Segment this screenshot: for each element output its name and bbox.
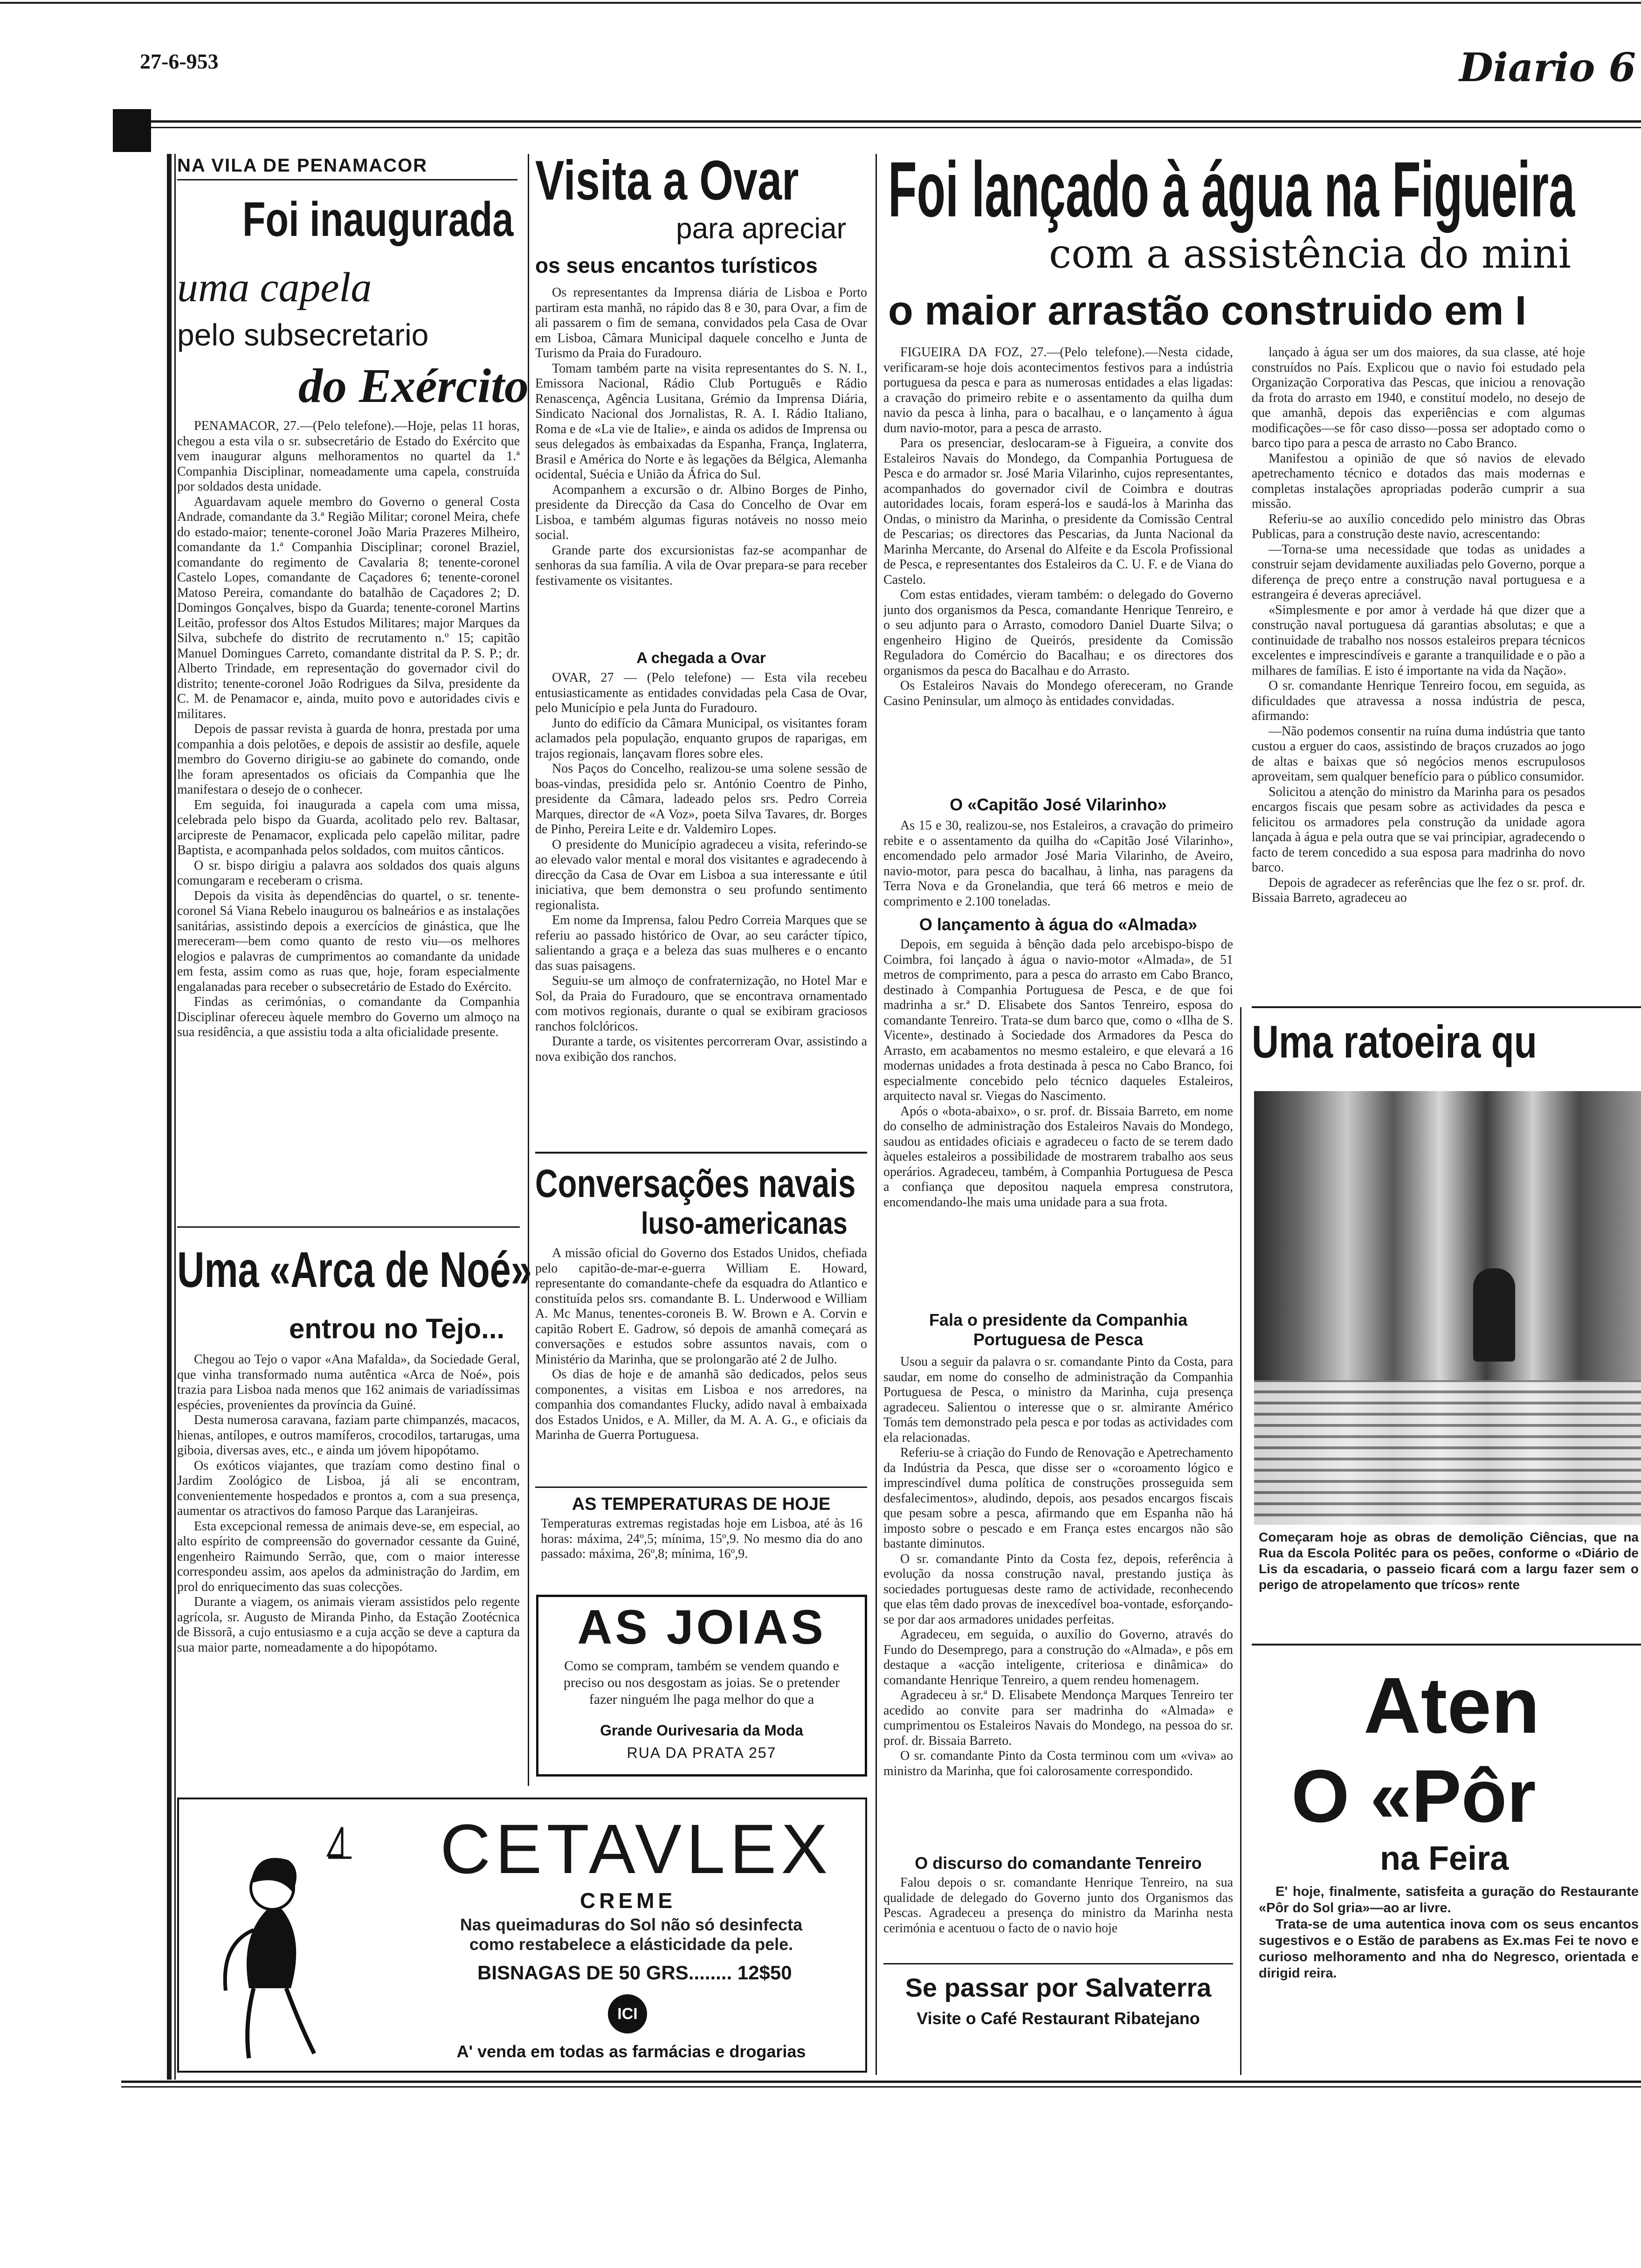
penamacor-kicker-rule — [177, 179, 517, 180]
joias-ad-shop: Grande Ourivesaria da Moda — [600, 1722, 803, 1739]
cetavlex-footer: A' venda em todas as farmácias e drogarias — [456, 2042, 806, 2061]
figueira-paragraph: Agradeceu à sr.ª D. Elisabete Mendonça Marques Tenreiro ter acedido ao convite para ser madrinha do «Almada» e cumprimentou os Estaleiros Navais do Mondego, na pessoa do sr. prof. dr. Bissaia Barreto. — [883, 1688, 1233, 1748]
figueira-paragraph: Com estas entidades, vieram também: o delegado do Governo junto dos organismos da Pesca, comandante Henrique Tenreiro, e o seu adjunto para o Arrasto, comodoro Daniel Duarte Silva; o engenheiro Higino de Queirós, presidente da Comissão Reguladora do Comércio do Bacalhau; e os directores dos organismos da pesca do Bacalhau e do Arrasto. — [883, 588, 1233, 678]
ovar-paragraph: Durante a tarde, os visitentes percorreram Ovar, assistindo a nova exibição dos ranchos. — [535, 1034, 867, 1064]
figueira-paragraph: Manifestou a opinião de que só navios de elevado apetrechamento técnico e dotados das mais modernas e completas instalações apropriadas poderão cumprir a sua missão. — [1252, 451, 1585, 511]
photo-staircase — [1254, 1380, 1641, 1525]
column-rule-3 — [1240, 1007, 1241, 2075]
ovar-title-2: para apreciar — [676, 213, 847, 245]
ovar-paragraph: Em nome da Imprensa, falou Pedro Correia Marques que se referiu ao passado histórico de Ovar, ao seu carácter típico, salientando a graça e a beleza das suas mulheres e o encanto das suas paisagens. — [535, 913, 867, 973]
figueira-body-sub4 — [883, 1875, 1233, 1969]
ici-logo — [608, 1994, 647, 2033]
arca-paragraph: Desta numerosa caravana, faziam parte chimpanzés, macacos, hienas, antílopes, e outros mamíferos, crocodilos, tartarugas, uma giboia, diversas aves, etc., e ainda um jóvem hipopótamo. — [177, 1413, 520, 1458]
figueira-paragraph: Referiu-se à criação do Fundo de Renovação e Apetrechamento da Indústria da Pesca, que disse ser o «coroamento lógico e imprescindível duma política de construções prosseguida sem desfalecimentos», aludindo, depois, aos pesados encargos fiscais que pesam sobre a pesca, afirmando que em Espanha não há imposto sobre o pescado e em França estes encargos não são bastante diminutos. — [883, 1445, 1233, 1551]
ovar-paragraph: OVAR, 27 — (Pelo telefone) — Esta vila recebeu entusiasticamente as entidades convidadas pela Casa de Ovar, pelo Município e pela Junta do Furadouro. — [535, 671, 867, 715]
conversacoes-title-2: luso-americanas — [641, 1206, 848, 1240]
figueira-paragraph: O sr. comandante Pinto da Costa fez, depois, referência à evolução da nossa construção naval, prestando justiça às sociedades portuguesas deste ramo de actividade, reconhecendo que elas têm dado provas de inexcedível boa-vontade, esforçando-se por dar aos armadores unidades perfeitas. — [883, 1551, 1233, 1627]
figueira-paragraph: Usou a seguir da palavra o sr. comandante Pinto da Costa, para saudar, em nome do conselho de administração da Companhia Portuguesa de Pesca, o ministro da Marinha, cuja presença agradeceu. Salientou o interesse que o sr. almirante Américo Tomás tem demonstrado pela pesca e por todas as actividades com ela relacionadas. — [883, 1355, 1233, 1445]
figueira-paragraph: Após o «bota-abaixo», o sr. prof. dr. Bissaia Barreto, em nome do conselho de administração dos Estaleiros Navais do Mondego, saudou as entidades oficiais e agradeceu o facto de se terem dado àqueles estaleiros a possibilidade de mostrarem trabalho aos seus operários. Agradeceu, também, à Companhia Portuguesa de Pesca a confiança que depositou naquela empresa construtora, encomendando-lhe mais uma unidade para a sua frota. — [883, 1104, 1233, 1210]
figueira-paragraph: Referiu-se ao auxílio concedido pelo ministro das Obras Publicas, para a construção deste navio, acrescentando: — [1252, 512, 1585, 541]
masthead: Diario 6 — [1459, 44, 1636, 90]
section-rule — [177, 1226, 520, 1228]
top-double-rule-1 — [121, 120, 1641, 123]
joias-ad — [536, 1595, 867, 1777]
figueira-paragraph: —Torna-se uma necessidade que todas as unidades a construir sejam devidamente auxiliadas pelo Governo, porque a diferença de preço entre a construção naval portuguesa e a estrangeira é deveras apreciável. — [1252, 542, 1585, 602]
issue-date: 27-6-953 — [140, 49, 219, 73]
figueira-body-sub2 — [883, 937, 1233, 1301]
figueira-paragraph: FIGUEIRA DA FOZ, 27.—(Pelo telefone).—Nesta cidade, verificaram-se hoje dois acontecimentos festivos para a indústria portuguesa da pesca e para as numerosas entidades a elas ligadas: a cravação do primeiro rebite e o assentamento da quilha dum navio da pesca à linha, para o bacalhau, e o lançamento à água dum navio-motor, para a pesca de arrasto. — [883, 345, 1233, 436]
figueira-paragraph: —Não podemos consentir na ruína duma indústria que tanto custou a erguer do caos, assistindo de braços cruzados ao jogo de altas e baixas que só negócios menos escrupulosos aproveitam, sem qualquer benefício para o público consumidor. — [1252, 724, 1585, 784]
figueira-title-2: com a assistência do mini — [1049, 231, 1571, 277]
photo-person — [1473, 1268, 1515, 1362]
arca-paragraph: Chegou ao Tejo o vapor «Ana Mafalda», da Sociedade Geral, que vinha transformado numa autêntica «Arca de Noé», pois trazia para Lisboa nada menos que 162 animais de variadíssimas espécies, provenientes da província da Guiné. — [177, 1352, 520, 1412]
figueira-title-1: Foi lançado à água na Figueira — [888, 145, 1575, 233]
figueira-paragraph: Agradeceu, em seguida, o auxílio do Governo, através do Fundo do Desemprego, para a construção do «Almada», e pôs em destaque a «acção inteligente, criteriosa e dinâmica» do comandante Henrique Tenreiro, a quem rendeu homenagem. — [883, 1627, 1233, 1687]
penamacor-paragraph: PENAMACOR, 27.—(Pelo telefone).—Hoje, pelas 11 horas, chegou a esta vila o sr. subsecretário de Estado do Exército que vem inaugurar alguns melhoramentos no quartel da 1.ª Companhia Disciplinar, nomeadamente uma capela, construída por soldados desta unidade. — [177, 419, 520, 494]
ovar-body-2 — [535, 671, 867, 1146]
figueira-body-col2 — [1252, 345, 1585, 1007]
section-rule — [535, 1487, 867, 1488]
penamacor-paragraph: O sr. bispo dirigiu a palavra aos soldados dos quais alguns comungaram e receberam o crisma. — [177, 858, 520, 888]
ovar-paragraph: O presidente do Município agradeceu a visita, referindo-se ao elevado valor mental e moral dos visitantes e agradecendo à direcção da Casa de Ovar em Lisboa a sua interessante e útil iniciativa, que bem demonstra o seu profundo sentimento regionalista. — [535, 837, 867, 913]
penamacor-body — [177, 419, 520, 1223]
figueira-paragraph: «Simplesmente e por amor à verdade há que dizer que a construção naval portuguesa dá garantias absolutas; e que a continuidade de trabalho nos nossos estaleiros prepara técnicos excelentes e imprescindíveis e garante a tranquilidade e o pão a milhares de famílias. E isto é importante na vida da Nação». — [1252, 602, 1585, 678]
section-rule — [1252, 1644, 1641, 1646]
arca-paragraph: Durante a viagem, os animais vieram assistidos pelo regente agrícola, sr. Augusto de Miranda Pinho, da Estação Zootécnica de Bissorã, a cujo entusiasmo e a cuja acção se deve a captura da sua maior parte, nomeadamente a do hipopótamo. — [177, 1595, 520, 1655]
section-rule — [535, 1152, 867, 1154]
bottom-double-rule-1 — [121, 2081, 1641, 2083]
ovar-paragraph: Junto do edifício da Câmara Municipal, os visitantes foram aclamados pela população, enquanto grupos de raparigas, em trajos regionais, lançavam flores sobre eles. — [535, 716, 867, 761]
figueira-body-col1 — [883, 345, 1233, 793]
cetavlex-line-1: Nas queimaduras do Sol não só desinfecta como restabelece a elásticidade da pele. — [460, 1915, 803, 1954]
section-rule — [1252, 1006, 1641, 1008]
ovar-title-3: os seus encantos turísticos — [535, 253, 818, 277]
bottom-double-rule-2 — [121, 2086, 1641, 2088]
woman-illustration — [188, 1809, 365, 2065]
figueira-paragraph: Falou depois o sr. comandante Henrique Tenreiro, na sua qualidade de delegado do Governo junto dos Organismos das Pescas. Agradeceu a presença do ministro da Marinha nesta cerimónia e acentuou o facto de o navio hoje — [883, 1875, 1233, 1936]
atencao-paragraph: Trata-se de uma autentica inova com os seus encantos sugestivos e o Estão de parabens as Ex.mas Fei te novo e curioso melhoramento and nha do Negresco, orientada e dirigid reira. — [1259, 1917, 1639, 1981]
woman-legs — [248, 1988, 314, 2058]
figueira-subhead-2: O lançamento à água do «Almada» — [919, 915, 1198, 934]
figueira-paragraph: As 15 e 30, realizou-se, nos Estaleiros, a cravação do primeiro rebite e o assentamento da quilha do «Capitão José Vilarinho», encomendado pelo armador José Maria Vilarinho, de Aveiro, navio-motor, para pesca do bacalhau, à linha, nas paragens da Terra Nova e da Gronelandia, que terá 66 metros e meio de comprimento e 2.100 toneladas. — [883, 818, 1233, 909]
arca-title-1: Uma «Arca de Noé» — [177, 1241, 532, 1298]
atencao-body — [1259, 1884, 1639, 2061]
figueira-subhead-4: O discurso do comandante Tenreiro — [915, 1853, 1202, 1873]
penamacor-paragraph: Depois da visita às dependências do quartel, o sr. tenente-coronel Sá Viana Rebelo inaugurou os balneários e as instalações sanitárias, assistindo depois a exercícios de ginástica, que lhe mereceram—bem como quanto de resto viu—os melhores elogios e palavras de cumprimentos ao comandante da unidade em festa, assim como as ruas que, hoje, foram especialmente engalanadas para receber o subsecretário de Estado do Exército. — [177, 888, 520, 994]
penamacor-paragraph: Em seguida, foi inaugurada a capela com uma missa, celebrada pelo bispo da Guarda, acolitado pelo rev. Baltasar, arcipreste de Penamacor, explicada pelo capelão militar, padre Baptista, e acompanhada pelos soldados, com muitos cânticos. — [177, 797, 520, 857]
salvaterra-subtitle: Visite o Café Restaurant Ribatejano — [917, 2009, 1200, 2028]
column-rule-2 — [876, 154, 877, 2075]
atencao-title-1: Aten — [1364, 1661, 1540, 1750]
ratoeira-title: Uma ratoeira qu — [1252, 1016, 1537, 1067]
penamacor-paragraph: Aguardavam aquele membro do Governo o general Costa Andrade, comandante da 3.ª Região Militar; coronel Meira, chefe do estado-maior; tenente-coronel João Maria Prazeres Milheiro, comandante da 1.ª Companhia Disciplinar; coronel Braziel, comandante do regimento de Cavalaria 8; tenente-coronel Castelo Lopes, comandante de Caçadores 6; tenente-coronel Matoso Pereira, comandante do batalhão de Caçadores 2; D. Domingos Gonçalves, bispo da Guarda; tenente-coronel Martins Leitão, professor dos Altos Estudos Militares; major Marques da Silva, subchefe do distrito de recrutamento n.º 15; capitão Manuel Domingues Carreto, comandante distrital da P. S. P.; dr. Alberto Trindade, em representação do governador civil do distrito; tenente-coronel João Rodrigues da Silva, presidente da C. M. de Penamacor e, ainda, muito povo e autoridades civis e militares. — [177, 494, 520, 721]
joias-ad-title: AS JOIAS — [577, 1600, 826, 1654]
cetavlex-creme: CREME — [580, 1888, 676, 1913]
cetavlex-brand: CETAVLEX — [440, 1810, 833, 1888]
penamacor-kicker: NA VILA DE PENAMACOR — [177, 155, 428, 176]
figueira-paragraph: O sr. comandante Pinto da Costa terminou com um «viva» ao ministro da Marinha, que foi calorosamente correspondido. — [883, 1749, 1233, 1778]
woman-body — [247, 1909, 296, 1988]
figueira-paragraph: Depois de agradecer as referências que lhe fez o sr. prof. dr. Bissaia Barreto, agradeceu ao — [1252, 875, 1585, 905]
figueira-paragraph: lançado à água ser um dos maiores, da sua classe, até hoje construídos no País. Explicou que o navio foi estudado pela Organização Corporativa das Pescas, que iniciou a renovação da frota do arrasto em 1940, e constituí modelo, no desejo de que amanhã, depois das experiências e com algumas modificações—se fôr caso disso—possa ser adoptado como o barco tipo para a pesca de arrasto no Cabo Branco. — [1252, 345, 1585, 450]
ovar-body — [535, 285, 867, 649]
penamacor-title-4: do Exército — [298, 359, 529, 413]
ovar-subhead: A chegada a Ovar — [636, 649, 766, 666]
conversacoes-title-1: Conversações navais — [535, 1162, 856, 1205]
penamacor-title-3: pelo subsecretario — [177, 318, 429, 352]
figueira-paragraph: Solicitou a atenção do ministro da Marinha para os pesados encargos fiscais que pesam sobre as actividades da pesca e felicitou os armadores pela construção da unidade agora lançada à água e pela outra que se vai principiar, agradecendo o facto de terem concedido a sua esposa para madrinha do novo barco. — [1252, 784, 1585, 875]
figueira-paragraph: Os Estaleiros Navais do Mondego ofereceram, no Grande Casino Peninsular, um almoço às entidades convidadas. — [883, 678, 1233, 708]
section-rule — [883, 1963, 1233, 1964]
figueira-body-sub3 — [883, 1355, 1233, 1853]
sailboat — [328, 1827, 352, 1858]
woman-hair — [251, 1858, 296, 1893]
conversacoes-paragraph: Os dias de hoje e de amanhã são dedicados, pelos seus componentes, a visitas em Lisboa e nos arredores, na companhia dos comandantes Flucky, adido naval à embaixada dos Estados Unidos, e A. Miller, da M. A. A. G., e oficiais da Marinha de Guerra Portuguesa. — [535, 1367, 867, 1442]
left-border-rule-thin — [174, 154, 176, 2080]
arca-body — [177, 1352, 520, 1781]
cetavlex-price: BISNAGAS DE 50 GRS........ 12$50 — [477, 1962, 792, 1984]
salvaterra-title: Se passar por Salvaterra — [905, 1973, 1212, 2002]
ovar-paragraph: Tomam também parte na visita representantes do S. N. I., Emissora Nacional, Rádio Club Português e Rádio Renascença, Agência Lusitana, Grémio da Imprensa Diária, Sindicato Nacional dos Jornalistas, R. A. I. Rádio Italiano, Roma e de «La vie de Italie», e ainda os adidos de Imprensa ou seus delegados às embaixadas da Espanha, França, Inglaterra, Brasil e América do Norte e às legações da Bélgica, Alemanha ocidental, Suécia e União da África do Sul. — [535, 361, 867, 482]
joias-ad-address: RUA DA PRATA 257 — [627, 1744, 777, 1761]
ici-logo-text: ICI — [617, 2005, 638, 2023]
ovar-paragraph: Grande parte dos excursionistas faz-se acompanhar de senhoras da sua família. A vila de Ovar prepara-se para receber festivamente os visitantes. — [535, 543, 867, 588]
ovar-paragraph: Seguiu-se um almoço de confraternização, no Hotel Mar e Sol, da Praia do Furadouro, que se encontrava ornamentado com motivos regionais, durante o qual se exibiram graciosos ranchos folclóricos. — [535, 974, 867, 1034]
penamacor-title-1: Foi inaugurada — [242, 193, 514, 247]
arca-paragraph: Esta excepcional remessa de animais deve-se, em especial, ao alto espírito de compreensão do governador cessante da Guiné, engenheiro Raimundo Serrão, que, com o maior interesse correspondeu assim, aos apelos da administração do Jardim, em prol do enriquecimento das suas colecções. — [177, 1519, 520, 1594]
figueira-paragraph: O sr. comandante Henrique Tenreiro focou, em seguida, as dificuldades que atravessa a nossa indústria de pesca, afirmando: — [1252, 678, 1585, 723]
corner-block — [113, 109, 151, 152]
conversacoes-paragraph: A missão oficial do Governo dos Estados Unidos, chefiada pelo capitão-de-mar-e-guerra William E. Howard, representante do comandante-chefe da esquadra do Atlantico e constituída pelos srs. comandante B. L. Underwood e William A. Mc Manus, tenentes-coroneis B. W. Brown e A. Corvin e capitão Robert E. Gadrow, só depois de amanhã começará as conversações e estudos sobre assuntos navais, com o Ministério da Marinha, que se prolongarão até 2 de Julho. — [535, 1246, 867, 1367]
atencao-title-3: na Feira — [1380, 1840, 1509, 1877]
joias-ad-body: Como se compram, também se vendem quando e preciso ou nos desgostam as joias. Se o pretender fazer ninguém lhe paga melhor do que a — [563, 1658, 840, 1707]
figueira-body-sub1 — [883, 818, 1233, 912]
left-border-rule — [167, 154, 172, 2080]
top-edge-rule — [0, 2, 1641, 4]
top-double-rule-2 — [121, 127, 1641, 128]
arca-paragraph: Os exóticos viajantes, que trazíam como destino final o Jardim Zoológico de Lisboa, já ali se encontram, convenientemente hospedados e prontos a, com a sua presença, aumentar os atractivos do famoso Parque das Laranjeiras. — [177, 1458, 520, 1518]
figueira-subhead-3: Fala o presidente da Companhia Portuguesa de Pesca — [929, 1310, 1188, 1349]
ovar-paragraph: Nos Paços do Concelho, realizou-se uma solene sessão de boas-vindas, presidida pelo sr. António Coentro de Pinho, presidente da Câmara, ladeado pelos srs. Pedro Correia Marques, director de «A Voz», poeta Silva Tavares, dr. Borges de Pinho, Pereira Leite e dr. Valdemiro Lopes. — [535, 761, 867, 837]
figueira-paragraph: Para os presenciar, deslocaram-se à Figueira, a convite dos Estaleiros Navais do Mondego, da Companhia Portuguesa de Pesca e do armador sr. José Maria Vilarinho, cujos representantes, acompanhados do governador civil de Coimbra e doutras autoridades locais, foram esperá-los e saudá-los à Marinha das Ondas, o ministro da Marinha, o presidente da Comissão Central de Pescarias; os directores das Pescarias, da Junta Nacional da Marinha Mercante, do Arsenal do Alfeite e da Escola Profissional de Pesca, e representantes dos Estaleiros da C. U. F. e de Viana do Castelo. — [883, 436, 1233, 587]
ratoeira-caption: Começaram hoje as obras de demolição Ciências, que na Rua da Escola Politéc para os peões, conforme o «Diário de Lis da escadaria, o passeio ficará com a largu fazer sem o perigo de atropelamento que trícos» rente — [1259, 1530, 1639, 1592]
cetavlex-ad — [177, 1798, 867, 2073]
ovar-paragraph: Os representantes da Imprensa diária de Lisboa e Porto partiram esta manhã, no rápido das 8 e 30, para Ovar, a fim de ali passarem o fim de semana, convidados pela Casa de Ovar em Lisboa, Câmara Municipal daquele concelho e Junta de Turismo da Praia do Furadouro. — [535, 285, 867, 360]
ratoeira-photo — [1254, 1091, 1641, 1525]
atencao-title-2: O «Pôr — [1291, 1754, 1536, 1838]
ovar-title-1: Visita a Ovar — [535, 149, 799, 212]
arca-title-2: entrou no Tejo... — [289, 1313, 505, 1344]
penamacor-title-2: uma capela — [177, 264, 372, 311]
conversacoes-body — [535, 1246, 867, 1479]
temperaturas-body: Temperaturas extremas registadas hoje em Lisboa, até às 16 horas: máxima, 24º,5; mínima, 15º,9. No mesmo dia do ano passado: máxima, 26º,8; mínima, 16º,9. — [541, 1516, 862, 1561]
figueira-title-3: o maior arrastão construido em I — [888, 287, 1527, 333]
temperaturas-title: AS TEMPERATURAS DE HOJE — [572, 1494, 831, 1514]
figueira-subhead-1: O «Capitão José Vilarinho» — [950, 795, 1167, 814]
penamacor-paragraph: Findas as cerimónias, o comandante da Companhia Disciplinar ofereceu àquele membro do Governo um almoço na sua residência, a que assistiu toda a alta oficialidade presente. — [177, 995, 520, 1039]
ovar-paragraph: Acompanhem a excursão o dr. Albino Borges de Pinho, presidente da Direcção da Casa do Concelho de Ovar em Lisboa, e também algumas figuras notáveis no nosso meio social. — [535, 482, 867, 542]
atencao-paragraph: E' hoje, finalmente, satisfeita a guração do Restaurante «Pôr do Sol gria»—ao ar livre. — [1259, 1884, 1639, 1915]
penamacor-paragraph: Depois de passar revista à guarda de honra, prestada por uma companhia a dois pelotões, e depois de assistir ao desfile, aquele membro do Governo dirigiu-se ao gabinete do comando, onde lhe foram apresentados os oficiais da Companhia que lhe manifestara o desejo de o conhecer. — [177, 722, 520, 797]
figueira-paragraph: Depois, em seguida à bênção dada pelo arcebispo-bispo de Coimbra, foi lançado à água o navio-motor «Almada», de 51 metros de comprimento, para a pesca do arrasto em Cabo Branco, destinado à Companhia Portuguesa de Pesca, e de que foi madrinha a sr.ª D. Elisabete dos Santos Tenreiro, esposa do comandante Tenreiro. Trata-se dum barco que, como o «Ilha de S. Vicente», destinado à Sociedade dos Armadores da Pesca do Arrasto, em acabamentos no mesmo estaleiro, e que elevará a 16 modernas unidades a frota destinada à pesca no Cabo Branco, foi especialmente concebido pelo técnico daqueles Estaleiros, arquitecto naval sr. Viegas do Nascimento. — [883, 937, 1233, 1103]
